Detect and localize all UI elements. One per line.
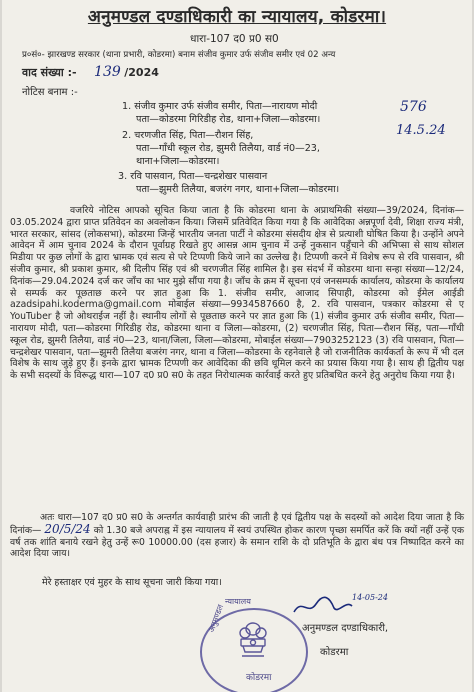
recipient-2-name: 2. चरणजीत सिंह, पिता—रौशन सिंह, bbox=[122, 130, 254, 141]
case-parties: प्र०सं०- झारखण्ड सरकार (थाना प्रभारी, कोडरमा) बनाम संजीव कुमार उर्फ संजीव समीर एवं 02 अन्य bbox=[22, 50, 336, 60]
closing-line: मेरे हस्ताक्षर एवं मुहर के साथ सूचना जारी किया गया। bbox=[42, 577, 222, 588]
court-notice-page bbox=[2, 0, 472, 692]
court-title: अनुमण्डल दण्डाधिकारी का न्यायालय, कोडरमा। bbox=[87, 7, 387, 27]
seal-left-text: अनुमण्डल bbox=[206, 603, 226, 634]
recipient-2-address: पता—गाँधी स्कूल रोड, झुमरी तिलैया, वार्ड नं0—23, bbox=[136, 143, 320, 154]
case-number-row bbox=[22, 66, 159, 79]
order-text-end: को 1.30 बजे अपराह्न में इस न्यायालय में स्वयं उपस्थित होकर कारण पृच्छा समर्पित करें कि क्यों नहीं उन्हें एक वर्ष तक शांति बनाये रखने हेतु उन्हें रू0 10000.00 (दस हजार) के समान राशि के दो प्रतिभूति के द्वारा बंध पत्र निष्पादित करने का आदेश दिया जाय। bbox=[10, 524, 464, 560]
notice-body-paragraph: वजरिये नोटिस आपको सूचित किया जाता है कि कोडरमा थाना के अप्राथमिकी संख्या—39/2024, दिनांक—03.05.2024 द्वारा प्राप्त प्रतिवेदन का अवलोकन किया। जिसमें प्रतिवेदित किया गया है कि आवेदिका अन्नपूर्णा देवी, शिक्षा राज्य मंत्री, भारत सरकार, सांसद (लोकसभा), कोडरमा जिन्हें भारतीय जनता पार्टी ने कोडरमा संसदीय क्षेत्र से प्रत्याशी घोषित किया है। उन्होंने अपने आवेदन में आम चुनाव 2024 के दौरान पूर्वाग्रह रिखते हुए आसन्न आम चुनाव में उन्हें नुकसान पहुँचाने की अभिप्सा से साथ सोशल मिडीया पर कुछ लोगों के द्वारा भ्रामक एवं सत्य से परे टिप्पणी किये जाने का उल्लेख है। टिप्पणी करने में विशेष रूप से रवि पासवान, श्री संजीव कुमार, श्री प्रकाश कुमार, श्री दिलीप सिंह एवं श्री चरणजीत सिंह शामिल है। इस संदर्भ में कोडरमा थाना सन्हा संख्या—12/24, दिनांक—29.04.2024 दर्ज कर जाँच का भार मुझे सौंपा गया है। जाँच के क्रम में सूचना एवं जनसम्पर्क कार्यालय, कोडरमा के कार्यालय से सम्पर्क कर पूछताछ करने पर ज्ञात हुआ कि 1. संजीव समीर, आजाद सिपाही, कोडरमा को ईमेल आईडी azadsipahi.koderma@gmail.com मोबाईल संख्या—9934587660 है, 2. रवि पासवान, पत्रकार कोडरमा से ए YouTuber है जो ओथराईज नहीं है। स्थानीय लोगों से पूछताछ करने पर ज्ञात हुआ कि (1) संजीव कुमार उर्फ संजीव समीर, पिता—नारायण मोदी, पता—कोडरमा गिरिडीह रोड, कोडरमा थाना व जिला—कोडरमा, (2) चरणजीत सिंह, पिता—रौशन सिंह, पता—गाँधी स्कूल रोड, झुमरी तिलैया, वार्ड नं0—23, थाना/जिला, जिला—कोडरमा, मोबाईल संख्या—7903252123 (3) रवि पासवान, पिता—चन्द्रशेखर पासवान, पता—झुमरी तिलैया बजरंग नगर, थाना व जिला—कोडरमा के रहनेवाले है जो राजनीतिक कार्यकर्ता के रूप में भी दल विशेष के साथ जुड़े हुए हैं। इनके द्वारा भ्रामक टिप्पणी कर आवेदिका की छवि धूमिल करने का प्रयास किया गया है। साथ ही द्वितीय पक्ष के सभी सदस्यों के विरूद्ध धारा—107 द0 प्र0 स0 के तहत निरोधात्मक कार्रवाई करते हुए प्रतिबधित करने हेतु अनुरोध किया गया है। bbox=[10, 205, 464, 382]
signatory-designation: अनुमण्डल दण्डाधिकारी, bbox=[302, 623, 389, 634]
order-paragraph bbox=[10, 512, 464, 560]
case-number-value: 139 bbox=[94, 64, 121, 80]
recipient-1-address: पता—कोडरमा गिरिडीह रोड, थाना+जिला—कोडरमा। bbox=[136, 114, 321, 125]
signature-date: 14-05-24 bbox=[352, 593, 388, 602]
recipient-3-address: पता—झुमरी तिलैया, बजरंग नगर, थाना+जिला—कोडरमा। bbox=[136, 184, 340, 195]
legal-section: धारा-107 द0 प्र0 स0 bbox=[190, 33, 279, 45]
recipient-3-name: 3. रवि पासवान, पिता—चन्द्रशेखर पासवान bbox=[118, 171, 268, 182]
recipient-2-district: थाना+जिला—कोडरमा। bbox=[136, 156, 220, 167]
order-text-start: अतः धारा—107 द0 प्र0 स0 के अन्तर्गत कार्यवाही प्रारंभ की जाती है एवं द्वितीय पक्ष के सदस्यों को आदेश दिया जाता है कि दिनांक— bbox=[10, 512, 464, 536]
case-number-year: /2024 bbox=[124, 66, 159, 79]
margin-note-date: 14.5.24 bbox=[396, 123, 446, 138]
seal-bottom-text: कोडरमा bbox=[246, 673, 272, 683]
state-emblem-icon bbox=[236, 620, 270, 664]
recipient-1-name: 1. संजीव कुमार उर्फ संजीव समीर, पिता—नारायण मोदी bbox=[122, 101, 318, 112]
notice-label: नोटिस बनाम :- bbox=[22, 87, 78, 98]
signatory-place: कोडरमा bbox=[320, 647, 349, 658]
margin-note-number: 576 bbox=[400, 99, 427, 115]
hearing-date: 20/5/24 bbox=[44, 521, 91, 536]
case-number-label: वाद संख्या :- bbox=[22, 66, 77, 79]
seal-top-text: न्यायालय bbox=[225, 597, 251, 606]
